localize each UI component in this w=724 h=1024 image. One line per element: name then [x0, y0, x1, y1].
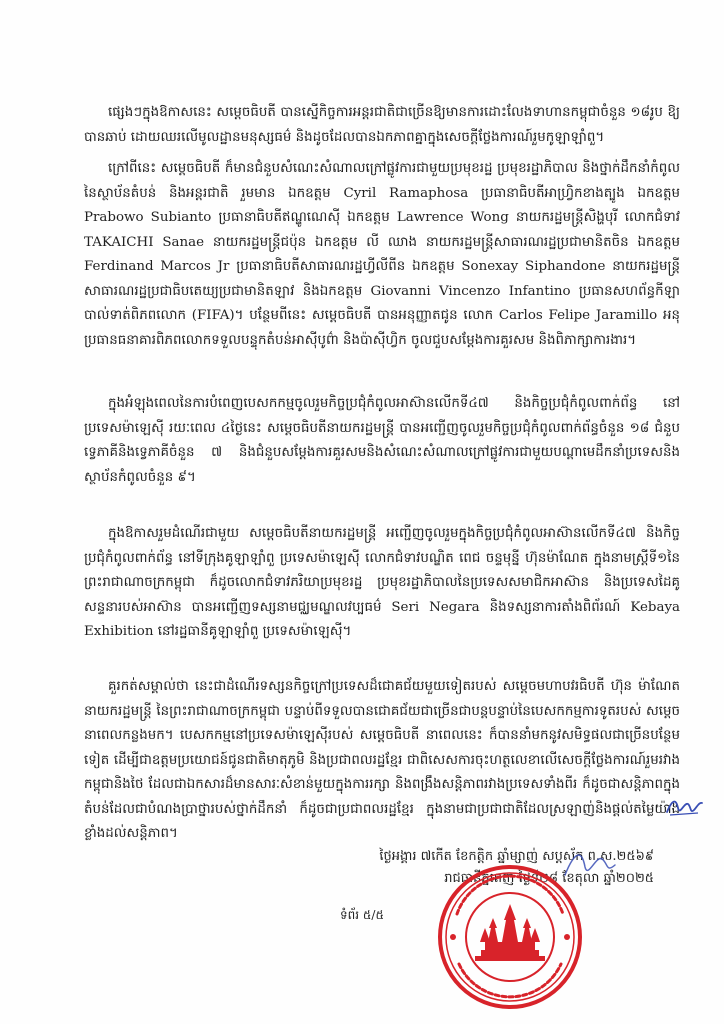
paragraph-2: ក្រៅពីនេះ សម្តេចធិបតី ក៏មានជំនួបសំណេះសំណាលក្រៅផ្លូវការជាមួយប្រមុខរដ្ឋ ប្រមុខរដ្ឋាភិបាល និងថ្នាក់ដឹកនាំកំពូលនៃស្ថាប័នតំបន់ និងអន្តរជាតិ រួមមាន ឯកឧត្តម Cyril Ramaphosa ប្រធានាធិបតីអាហ្វ្រិកខាងត្បូង ឯកឧត្តម Prabowo Subianto ប្រធានាធិបតីឥណ្ឌូណេស៊ី ឯកឧត្តម Lawrence Wong នាយករដ្ឋមន្ត្រីសិង្ហបុរី លោកជំទាវ TAKAICHI Sanae នាយករដ្ឋមន្ត្រីជប៉ុន ឯកឧត្តម លី ឈាង នាយករដ្ឋមន្ត្រីសាធារណរដ្ឋប្រជាមានិតចិន ឯកឧត្តម Ferdinand Marcos Jr ប្រធានាធិបតីសាធារណរដ្ឋហ្វីលីពីន ឯកឧត្តម Sonexay Siphandone នាយករដ្ឋមន្ត្រីសាធារណរដ្ឋប្រជាធិបតេយ្យប្រជាមានិតឡាវ និងឯកឧត្តម Giovanni Vincenzo Infantino ប្រធានសហព័ន្ធកីឡាបាល់ទាត់ពិភពលោក (FIFA)។ បន្ថែមពីនេះ សម្តេចធិបតី បានអនុញ្ញាតជូន លោក Carlos Felipe Jaramillo អនុប្រធានធនាគារពិភពលោកទទួលបន្ទុកតំបន់អាស៊ីបូព៌ា និងប៉ាស៊ីហ្វិក ចូលជួបសម្តែងការគួរសម និងពិភាក្សាការងារ។ — [84, 161, 680, 348]
paragraph-4: ក្នុងឱកាសរួមដំណើរជាមួយ សម្តេចធិបតីនាយករដ្ឋមន្ត្រី អញ្ជើញចូលរួមក្នុងកិច្ចប្រជុំកំពូលអាស៊ានលើកទី៤៧ និងកិច្ចប្រជុំកំពូលពាក់ព័ន្ធ នៅទីក្រុងគូឡាឡាំពួ ប្រទេសម៉ាឡេស៊ី លោកជំទាវបណ្ឌិត ពេជ ចន្ទមុន្នី ហ៊ុនម៉ាណែត ក្នុងនាមស្ត្រីទី១នៃព្រះរាជាណាចក្រកម្ពុជា ក៏ដូចលោកជំទាវភរិយាប្រមុខរដ្ឋ ប្រមុខរដ្ឋាភិបាលនៃប្រទេសសមាជិកអាស៊ាន និងប្រទេសដៃគូសន្ទនារបស់អាស៊ាន បានអញ្ជើញទស្សនាមជ្ឈមណ្ឌលវប្បធម៌ Seri Negara និងទស្សនាការតាំងពិព័រណ៍ Kebaya Exhibition នៅរដ្ឋធានីគូឡាឡាំពួ ប្រទេសម៉ាឡេស៊ី។ — [84, 526, 680, 640]
paragraph-5: គួរកត់សម្គាល់ថា នេះជាដំណើរទស្សនកិច្ចក្រៅប្រទេសដ៏ជោគជ័យមួយទៀតរបស់ សម្តេចមហាបវរធិបតី ហ៊ុន ម៉ាណែត នាយករដ្ឋមន្ត្រី នៃព្រះរាជាណាចក្រកម្ពុជា បន្ទាប់ពីទទួលបានជោគជ័យជាច្រើនជាបន្តបន្ទាប់នៃបេសកកម្មការទូតរបស់ សម្តេច នាពេលកន្លងមក។ បេសកកម្មនៅប្រទេសម៉ាឡេស៊ីរបស់ សម្តេចធិបតី នាពេលនេះ ក៏បាននាំមកនូវសមិទ្ធផលជាច្រើនបន្ថែមទៀត ដើម្បីជាឧត្តមប្រយោជន៍ជូនជាតិមាតុភូមិ និងប្រជាពលរដ្ឋខ្មែរ ជាពិសេសការចុះហត្ថលេខាលើសេចក្តីថ្លែងការណ៍រួមរវាងកម្ពុជានិងថៃ ដែលជាឯកសារដ៏មានសារៈសំខាន់មួយក្នុងការរក្សា និងពង្រឹងសន្តិភាពរវាងប្រទេសទាំងពីរ ក៏ដូចជាសន្តិភាពក្នុងតំបន់ដែលជាបំណងប្រាថ្នារបស់ថ្នាក់ដឹកនាំ ក៏ដូចជាប្រជាពលរដ្ឋខ្មែរ ក្នុងនាមជាប្រជាជាតិដែលស្រឡាញ់និងផ្តល់តម្លៃយ៉ាងខ្លាំងដល់សន្តិភាព។ — [84, 679, 680, 842]
solar-date-line: រាជធានីភ្នំពេញ ថ្ងៃទី២៨ ខែតុលា ឆ្នាំ២០២៥ — [444, 871, 654, 886]
official-seal-icon — [435, 862, 585, 1012]
paragraph-3: ក្នុងអំឡុងពេលនៃការបំពេញបេសកកម្មចូលរួមកិច្ចប្រជុំកំពូលអាស៊ានលើកទី៤៧ និងកិច្ចប្រជុំកំពូលពាក់ព័ន្ធ នៅប្រទេសម៉ាឡេស៊ី រយៈពេល ៤ថ្ងៃនេះ សម្តេចធិបតីនាយករដ្ឋមន្ត្រី បានអញ្ជើញចូលរួមកិច្ចប្រជុំកំពូលពាក់ព័ន្ធចំនួន ១៨ ជំនួបទ្វេភាគីនិងទ្វេភាគីចំនួន ៧ និងជំនួបសម្តែងការគួរសមនិងសំណេះសំណាលក្រៅផ្លូវការជាមួយបណ្តាមេដឹកនាំប្រទេសនិងស្ថាប័នកំពូលចំនួន ៩។ — [84, 396, 680, 485]
lunar-date-line: ថ្ងៃអង្គារ ៧កើត ខែកត្តិក ឆ្នាំម្សាញ់ សប្តស័ក ព.ស.២៥៦៩ — [379, 849, 654, 864]
paragraph-1: ផ្សេងៗក្នុងឱកាសនេះ សម្តេចធិបតី បានស្នើកិច្ចការអន្តរជាតិជាច្រើនឱ្យមានការដោះលែងទាហានកម្ពុជាចំនួន ១៨រូប ឱ្យបានឆាប់ ដោយឈរលើមូលដ្ឋានមនុស្សធម៌ និងដូចដែលបានឯកភាពគ្នាក្នុងសេចក្តីថ្លែងការណ៍រួមកូឡាឡាំពួ។ — [84, 105, 680, 145]
page-number: ទំព័រ ៥/៥ — [340, 908, 384, 922]
initials-mark-icon — [664, 794, 704, 820]
